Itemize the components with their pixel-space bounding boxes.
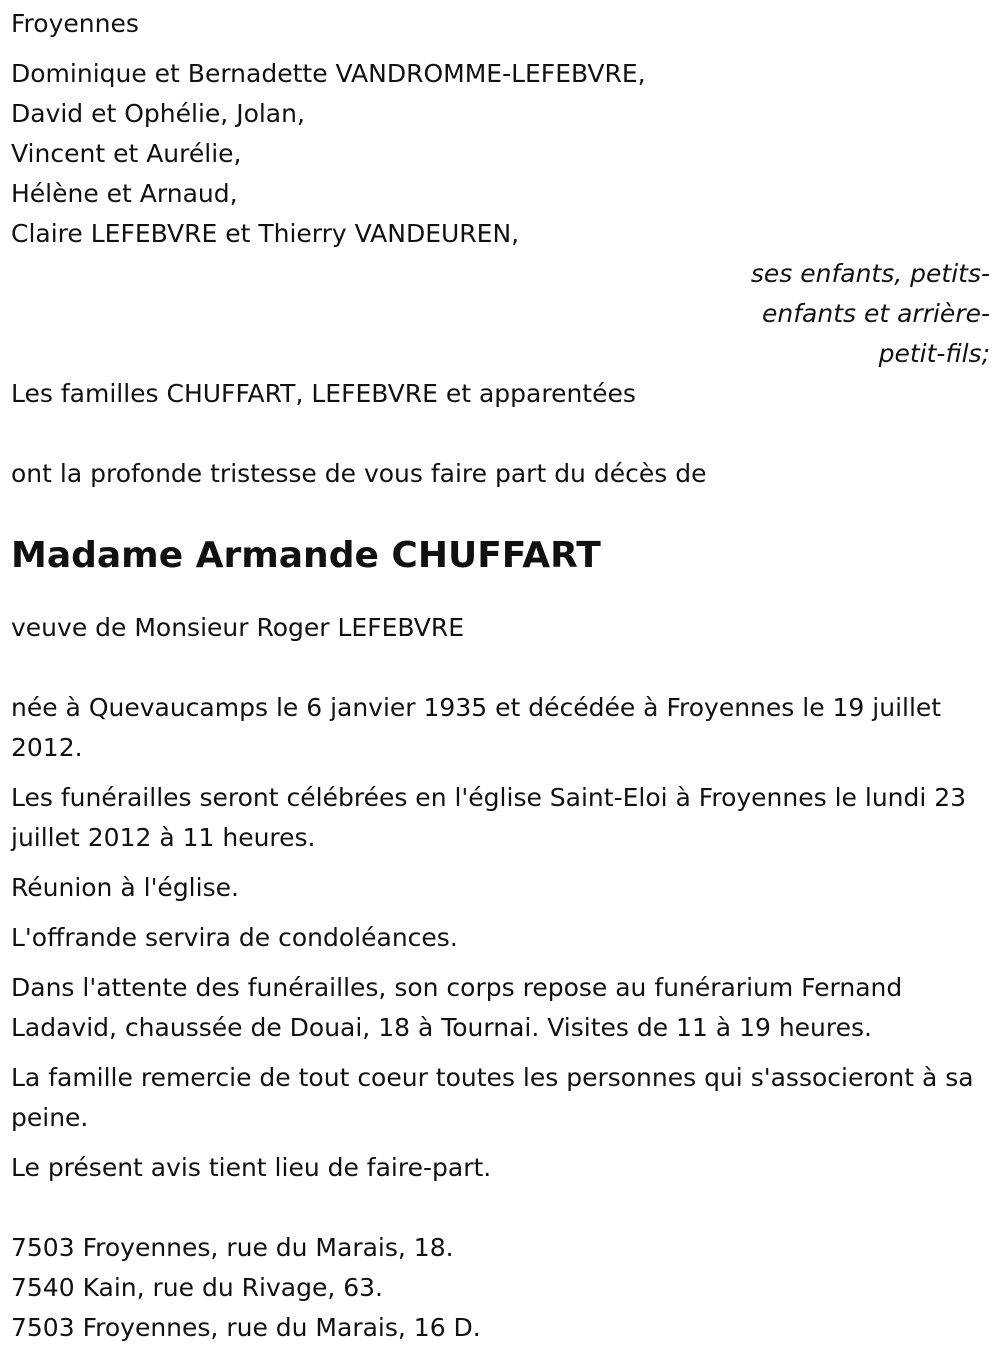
widow-of-line: veuve de Monsieur Roger LEFEBVRE — [11, 613, 465, 642]
deceased-name: Madame Armande CHUFFART — [11, 535, 601, 576]
family-member-line: Hélène et Arnaud, — [11, 179, 238, 208]
relation-line: enfants et arrière- — [762, 299, 990, 328]
meeting-paragraph: Réunion à l'église. — [11, 873, 239, 902]
address-line: 7540 Kain, rue du Rivage, 63. — [11, 1273, 383, 1302]
relation-note — [11, 254, 990, 374]
offering-paragraph: L'offrande servira de condoléances. — [11, 923, 458, 952]
birth-death-paragraph: née à Quevaucamps le 6 janvier 1935 et décédée à Froyennes le 19 juillet 2012. — [11, 693, 942, 762]
family-member-line: Claire LEFEBVRE et Thierry VANDEUREN, — [11, 219, 520, 248]
families-line: Les familles CHUFFART, LEFEBVRE et apparentées — [11, 379, 636, 408]
funeral-home-paragraph: Dans l'attente des funérailles, son corps repose au funérarium Fernand Ladavid, chaussée de Douai, 18 à Tournai. Visites de 11 à 19 heures. — [11, 973, 903, 1042]
notice-paragraph: Le présent avis tient lieu de faire-part. — [11, 1153, 492, 1182]
address-list — [11, 1228, 990, 1348]
place-heading: Froyennes — [11, 9, 139, 38]
family-member-line: David et Ophélie, Jolan, — [11, 99, 305, 128]
announcement-text: ont la profonde tristesse de vous faire part du décès de — [11, 459, 707, 488]
family-list — [11, 54, 990, 254]
funeral-paragraph: Les funérailles seront célébrées en l'église Saint-Eloi à Froyennes le lundi 23 juillet 2012 à 11 heures. — [11, 783, 967, 852]
family-member-line: Vincent et Aurélie, — [11, 139, 242, 168]
address-line: 7503 Froyennes, rue du Marais, 18. — [11, 1233, 454, 1262]
thanks-paragraph: La famille remercie de tout coeur toutes les personnes qui s'associeront à sa peine. — [11, 1063, 974, 1132]
address-line: 7503 Froyennes, rue du Marais, 16 D. — [11, 1313, 481, 1342]
relation-line: petit-fils; — [878, 339, 990, 368]
family-member-line: Dominique et Bernadette VANDROMME-LEFEBVRE, — [11, 59, 646, 88]
relation-line: ses enfants, petits- — [750, 259, 990, 288]
